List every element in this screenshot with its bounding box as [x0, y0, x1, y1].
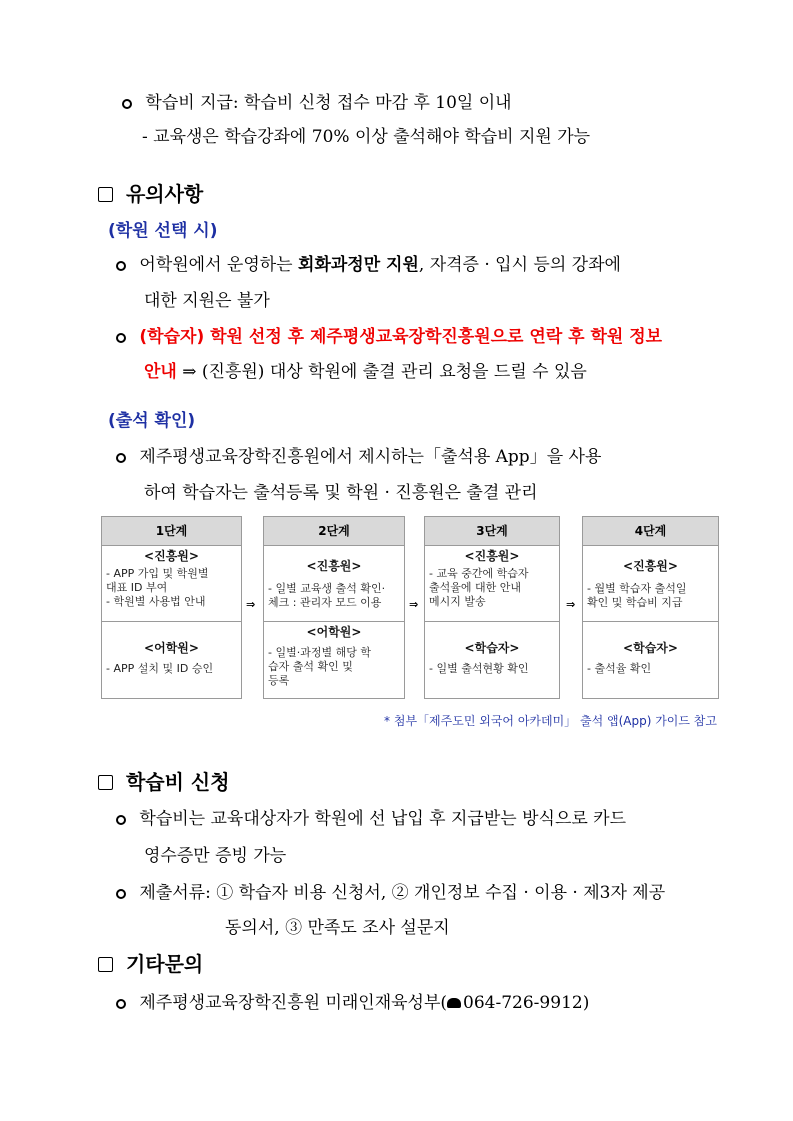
- notice-heading-label: 유의사항: [125, 182, 204, 206]
- flow-step-2-top: [264, 557, 404, 610]
- notice-item-2: [116, 322, 662, 347]
- flow-step-4: [582, 516, 719, 699]
- other-inquiry-heading: [98, 948, 203, 977]
- flow-step-3-top: [425, 547, 559, 609]
- flow-arrow-3: ⇒: [566, 598, 576, 611]
- other-inquiry-heading-label: 기타문의: [125, 952, 204, 976]
- flow-step-3-head: 3단계: [425, 517, 559, 546]
- notice-heading: [98, 178, 203, 207]
- notice-item-2-text: ⇒ (진흥원) 대상 학원에 출결 관리 요청을 드릴 수 있음: [176, 362, 587, 382]
- flow-step-1-top: [102, 547, 241, 609]
- flow-arrow-2: ⇒: [409, 598, 419, 611]
- flow-step-3-top-title: <진흥원>: [464, 549, 520, 563]
- flow-step-1-top-body: - APP 가입 및 학원별 대표 ID 부여 - 학원별 사용법 안내: [106, 567, 209, 608]
- circle-bullet-icon: [116, 999, 126, 1009]
- notice-item-3-text: 제주평생교육장학진흥원에서 제시하는「출석용 App」을 사용: [139, 447, 602, 467]
- flow-step-2-head: 2단계: [264, 517, 404, 546]
- flow-step-2-bottom-body: - 일별·과정별 해당 학 습자 출석 확인 및 등록: [268, 646, 371, 687]
- fee-item-1-text: 학습비는 교육대상자가 학원에 선 납입 후 지급받는 방식으로 카드: [139, 809, 627, 829]
- notice-item-1-bold: 회화과정만 지원: [298, 255, 419, 275]
- checkbox-square-icon: [98, 775, 113, 790]
- flow-step-3-top-body: - 교육 중간에 학습자 출석율에 대한 안내 메시지 발송: [429, 567, 529, 608]
- flow-step-1-top-title: <진흥원>: [144, 549, 199, 563]
- app-guide-note: * 첨부「제주도민 외국어 아카데미」 출석 앱(App) 가이드 참고: [384, 714, 717, 728]
- circle-bullet-icon: [116, 333, 126, 343]
- circle-bullet-icon: [116, 815, 126, 825]
- flow-step-2-bottom-title: <어학원>: [306, 625, 362, 639]
- phone-number: 064-726-9912): [463, 993, 590, 1013]
- flow-step-2-divider: [264, 621, 404, 622]
- notice-item-3-line2: 하여 학습자는 출석등록 및 학원 · 진흥원은 출결 관리: [144, 483, 538, 503]
- notice-item-1: [116, 250, 621, 275]
- notice-item-2-red-text: (학습자) 학원 선정 후 제주평생교육장학진흥원으로 연락 후 학원 정보: [139, 327, 663, 347]
- circle-bullet-icon: [116, 889, 126, 899]
- checkbox-square-icon: [98, 957, 113, 972]
- notice-item-1-line2: 대한 지원은 불가: [144, 291, 270, 311]
- fee-application-heading-label: 학습비 신청: [125, 770, 230, 794]
- flow-step-1-head: 1단계: [102, 517, 241, 546]
- flow-step-4-top: [583, 557, 718, 610]
- phone-icon: [447, 998, 461, 1008]
- academy-selection-subheading: (학원 선택 시): [108, 221, 218, 241]
- circle-bullet-icon: [116, 453, 126, 463]
- flow-step-4-top-title: <진흥원>: [623, 559, 678, 573]
- flow-step-4-top-body: - 월별 학습자 출석일 확인 및 학습비 지급: [587, 582, 687, 609]
- flow-step-4-head: 4단계: [583, 517, 718, 546]
- flow-step-3-bottom-body: - 일별 출석현황 확인: [429, 662, 529, 675]
- flow-step-2: [263, 516, 405, 699]
- notice-item-2-red-end: 안내: [144, 362, 177, 382]
- flow-step-2-top-title: <진흥원>: [306, 559, 362, 573]
- flow-step-4-divider: [583, 621, 718, 622]
- flow-step-2-top-body: - 일별 교육생 출석 확인· 체크 : 관리자 모드 이용: [268, 582, 386, 609]
- flow-arrow-1: ⇒: [246, 598, 256, 611]
- notice-item-1-text-end: , 자격증 · 입시 등의 강좌에: [418, 255, 621, 275]
- fee-item-2-line2: 동의서, ③ 만족도 조사 설문지: [225, 918, 450, 938]
- flow-step-3-bottom-title: <학습자>: [464, 641, 520, 655]
- flow-step-4-bottom-body: - 출석율 확인: [587, 662, 652, 675]
- notice-item-2-line2: [144, 357, 587, 382]
- flow-step-1: [101, 516, 242, 699]
- flow-step-4-bottom: [583, 639, 718, 676]
- flow-step-4-bottom-title: <학습자>: [623, 641, 678, 655]
- fee-payment-item: [122, 88, 512, 113]
- flow-step-1-bottom: [102, 639, 241, 676]
- notice-item-3: [116, 442, 601, 467]
- attendance-requirement-text: - 교육생은 학습강좌에 70% 이상 출석해야 학습비 지원 가능: [142, 127, 591, 147]
- flow-step-3-bottom: [425, 639, 559, 676]
- flow-step-1-bottom-body: - APP 설치 및 ID 승인: [106, 662, 214, 675]
- fee-item-2: [116, 878, 665, 903]
- fee-item-1: [116, 804, 626, 829]
- notice-item-1-text: 어학원에서 운영하는: [139, 255, 299, 275]
- fee-item-2-text: 제출서류: ① 학습자 비용 신청서, ② 개인정보 수집 · 이용 · 제3자 제공: [139, 883, 666, 903]
- checkbox-square-icon: [98, 187, 113, 202]
- fee-item-1-line2: 영수증만 증빙 가능: [144, 846, 287, 866]
- circle-bullet-icon: [122, 99, 132, 109]
- flow-step-3-divider: [425, 621, 559, 622]
- flow-step-1-bottom-title: <어학원>: [144, 641, 199, 655]
- fee-application-heading: [98, 766, 230, 795]
- flow-step-2-bottom: [264, 623, 404, 688]
- attendance-check-subheading: (출석 확인): [108, 411, 196, 431]
- other-inquiry-item: [116, 988, 589, 1013]
- other-inquiry-text: 제주평생교육장학진흥원 미래인재육성부(: [139, 993, 448, 1013]
- flow-step-3: [424, 516, 560, 699]
- flow-step-1-divider: [102, 621, 241, 622]
- circle-bullet-icon: [116, 261, 126, 271]
- fee-payment-text: 학습비 지급: 학습비 신청 접수 마감 후 10일 이내: [145, 93, 512, 113]
